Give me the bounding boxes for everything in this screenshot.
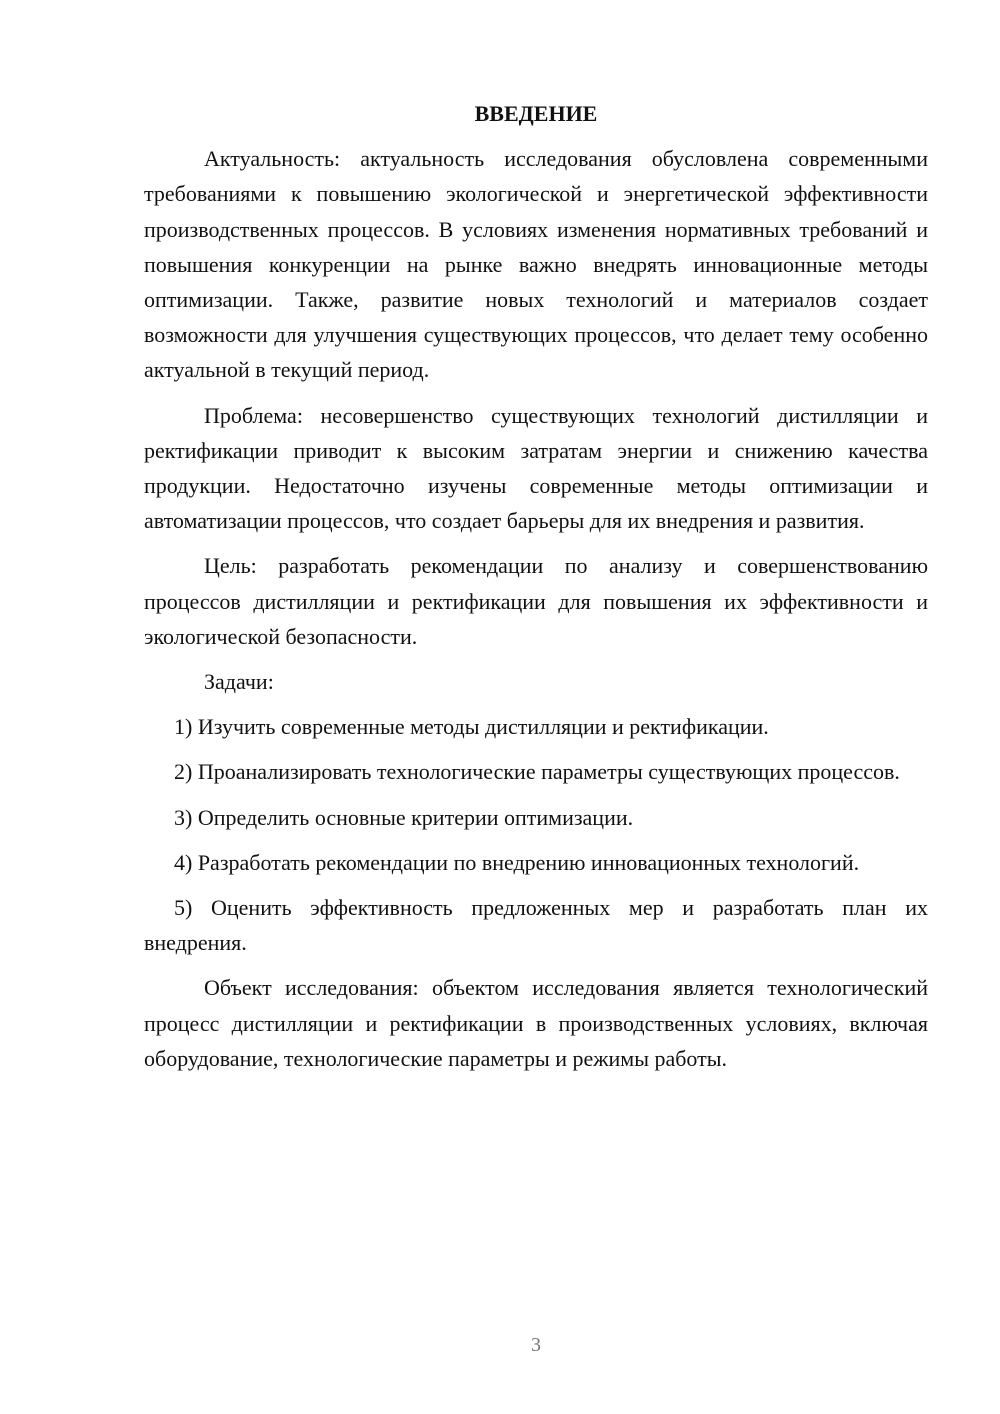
- task-item-5: 5) Оценить эффективность предложенных мер и разработать план их внедрения.: [144, 895, 928, 956]
- task-item-2: 2) Проанализировать технологические параметры существующих процессов.: [174, 759, 900, 785]
- page-number: 3: [531, 1334, 541, 1356]
- page-body: [144, 96, 928, 1076]
- task-item-3: 3) Определить основные критерии оптимизации.: [174, 804, 634, 830]
- paragraph-object: Объект исследования: объектом исследования является технологический процесс дистилляции и ректификации в производственных условиях, включая оборудование, технологические параметры и режимы работы.: [144, 975, 928, 1071]
- section-heading: ВВЕДЕНИЕ: [474, 101, 598, 126]
- task-item-4: 4) Разработать рекомендации по внедрению инновационных технологий.: [174, 849, 860, 875]
- paragraph-problem: Проблема: несовершенство существующих технологий дистилляции и ректификации приводит к высоким затратам энергии и снижению качества продукции. Недостаточно изучены современные методы оптимизации и автоматизации процессов, что создает барьеры для их внедрения и развития.: [144, 402, 928, 534]
- task-item-1: 1) Изучить современные методы дистилляции и ректификации.: [174, 714, 769, 740]
- paragraph-relevance: Актуальность: актуальность исследования обусловлена современными требованиями к повышению экологической и энергетической эффективности производственных процессов. В условиях изменения нормативных требований и повышения конкуренции на рынке важно внедрять инновационные методы оптимизации. Также, развитие новых технологий и материалов создает возможности для улучшения существующих процессов, что делает тему особенно актуальной в текущий период.: [144, 146, 928, 383]
- tasks-label: Задачи:: [204, 669, 274, 695]
- paragraph-goal: Цель: разработать рекомендации по анализу и совершенствованию процессов дистилляции и ректификации для повышения их эффективности и экологической безопасности.: [144, 553, 928, 649]
